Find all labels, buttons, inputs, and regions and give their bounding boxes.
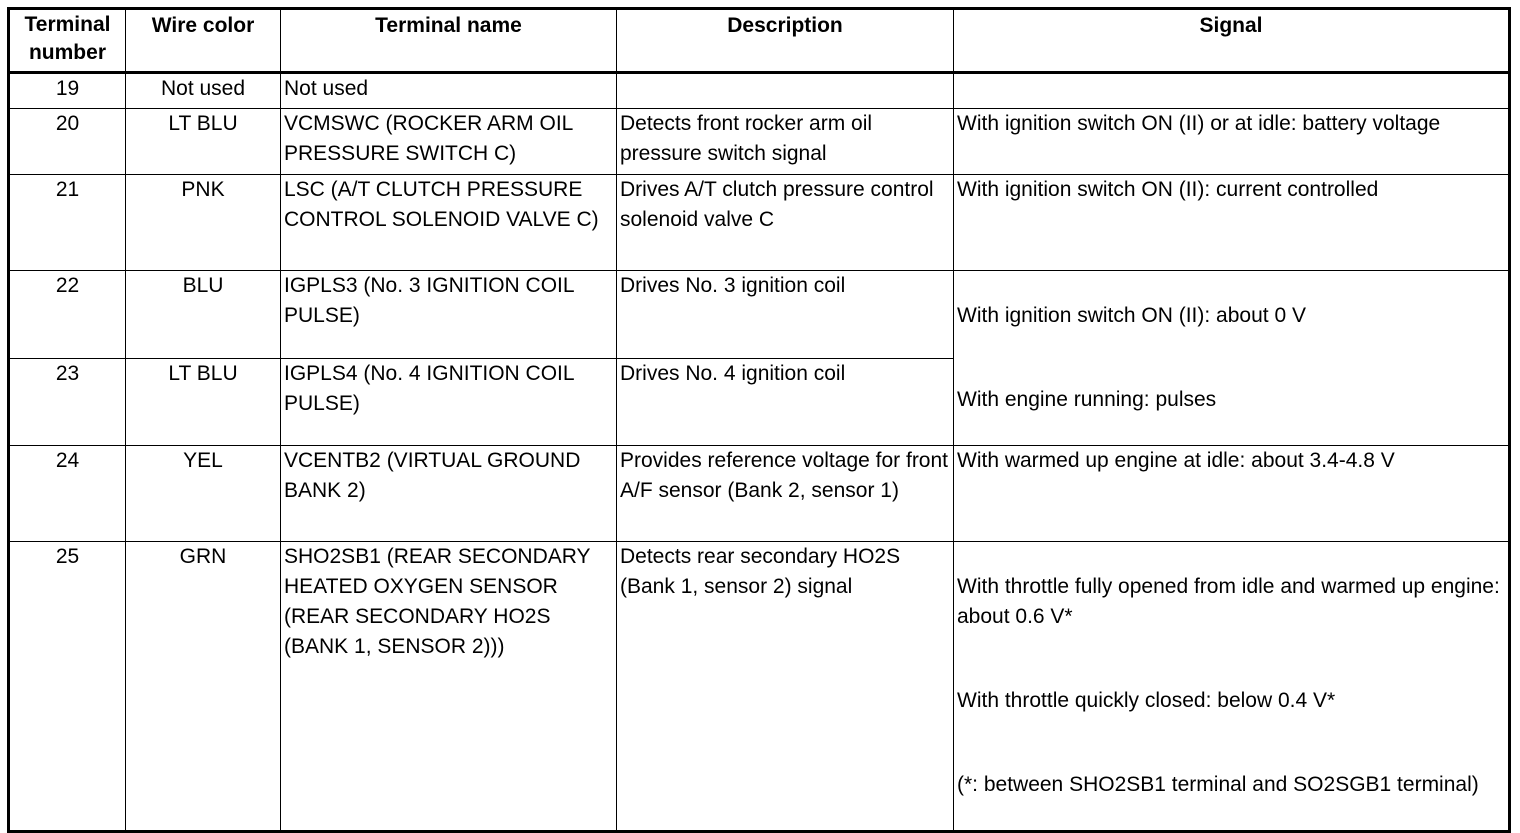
signal-cell — [954, 175, 1510, 271]
terminal-name-cell: VCENTB2 (VIRTUAL GROUND BANK 2) — [281, 446, 617, 542]
signal-cell — [954, 109, 1510, 175]
terminal-number-cell: 19 — [9, 73, 126, 109]
signal-line: With ignition switch ON (II): current controlled — [957, 178, 1379, 201]
table-row — [9, 73, 1510, 109]
header-description: Description — [617, 9, 954, 73]
description-cell — [617, 73, 954, 109]
wire-color-cell: PNK — [126, 175, 281, 271]
terminal-table-sheet — [7, 7, 1508, 796]
header-row — [9, 9, 1510, 73]
wire-color-cell: BLU — [126, 271, 281, 359]
table-row — [9, 175, 1510, 271]
signal-line: With throttle fully opened from idle and warmed up engine: about 0.6 V* — [957, 575, 1500, 628]
header-signal: Signal — [954, 9, 1510, 73]
signal-line: With ignition switch ON (II): about 0 V — [957, 304, 1306, 327]
terminal-name-cell: VCMSWC (ROCKER ARM OIL PRESSURE SWITCH C) — [281, 109, 617, 175]
signal-cell — [954, 446, 1510, 542]
terminal-number-cell: 21 — [9, 175, 126, 271]
terminal-name-cell: IGPLS4 (No. 4 IGNITION COIL PULSE) — [281, 358, 617, 446]
terminal-number-cell: 22 — [9, 271, 126, 359]
description-cell: Detects rear secondary HO2S (Bank 1, sensor 2) signal — [617, 542, 954, 832]
description-cell: Drives A/T clutch pressure control solenoid valve C — [617, 175, 954, 271]
signal-line: (*: between SHO2SB1 terminal and SO2SGB1 terminal) — [957, 773, 1479, 796]
description-cell: Provides reference voltage for front A/F sensor (Bank 2, sensor 1) — [617, 446, 954, 542]
wire-color-cell: LT BLU — [126, 109, 281, 175]
signal-cell — [954, 542, 1510, 832]
signal-line: With warmed up engine at idle: about 3.4-4.8 V — [957, 449, 1395, 472]
description-cell: Detects front rocker arm oil pressure switch signal — [617, 109, 954, 175]
terminal-name-cell: SHO2SB1 (REAR SECONDARY HEATED OXYGEN SENSOR (REAR SECONDARY HO2S (BANK 1, SENSOR 2))) — [281, 542, 617, 832]
terminal-number-cell: 25 — [9, 542, 126, 832]
signal-line: With ignition switch ON (II) or at idle: battery voltage — [957, 112, 1441, 135]
terminal-table — [7, 7, 1511, 833]
header-terminal-name: Terminal name — [281, 9, 617, 73]
terminal-name-cell: IGPLS3 (No. 3 IGNITION COIL PULSE) — [281, 271, 617, 359]
table-row — [9, 542, 1510, 832]
wire-color-cell: GRN — [126, 542, 281, 832]
description-cell: Drives No. 3 ignition coil — [617, 271, 954, 359]
wire-color-cell: YEL — [126, 446, 281, 542]
signal-cell — [954, 73, 1510, 109]
terminal-number-cell: 23 — [9, 358, 126, 446]
description-cell: Drives No. 4 ignition coil — [617, 358, 954, 446]
signal-cell — [954, 271, 1510, 446]
wire-color-cell: Not used — [126, 73, 281, 109]
wire-color-cell: LT BLU — [126, 358, 281, 446]
table-row — [9, 271, 1510, 359]
header-terminal-number: Terminal number — [9, 9, 126, 73]
terminal-name-cell: Not used — [281, 73, 617, 109]
terminal-number-cell: 24 — [9, 446, 126, 542]
terminal-name-cell: LSC (A/T CLUTCH PRESSURE CONTROL SOLENOID VALVE C) — [281, 175, 617, 271]
signal-line: With throttle quickly closed: below 0.4 V* — [957, 689, 1336, 712]
signal-line: With engine running: pulses — [957, 388, 1217, 411]
table-row — [9, 446, 1510, 542]
terminal-number-cell: 20 — [9, 109, 126, 175]
header-wire-color: Wire color — [126, 9, 281, 73]
table-row — [9, 109, 1510, 175]
